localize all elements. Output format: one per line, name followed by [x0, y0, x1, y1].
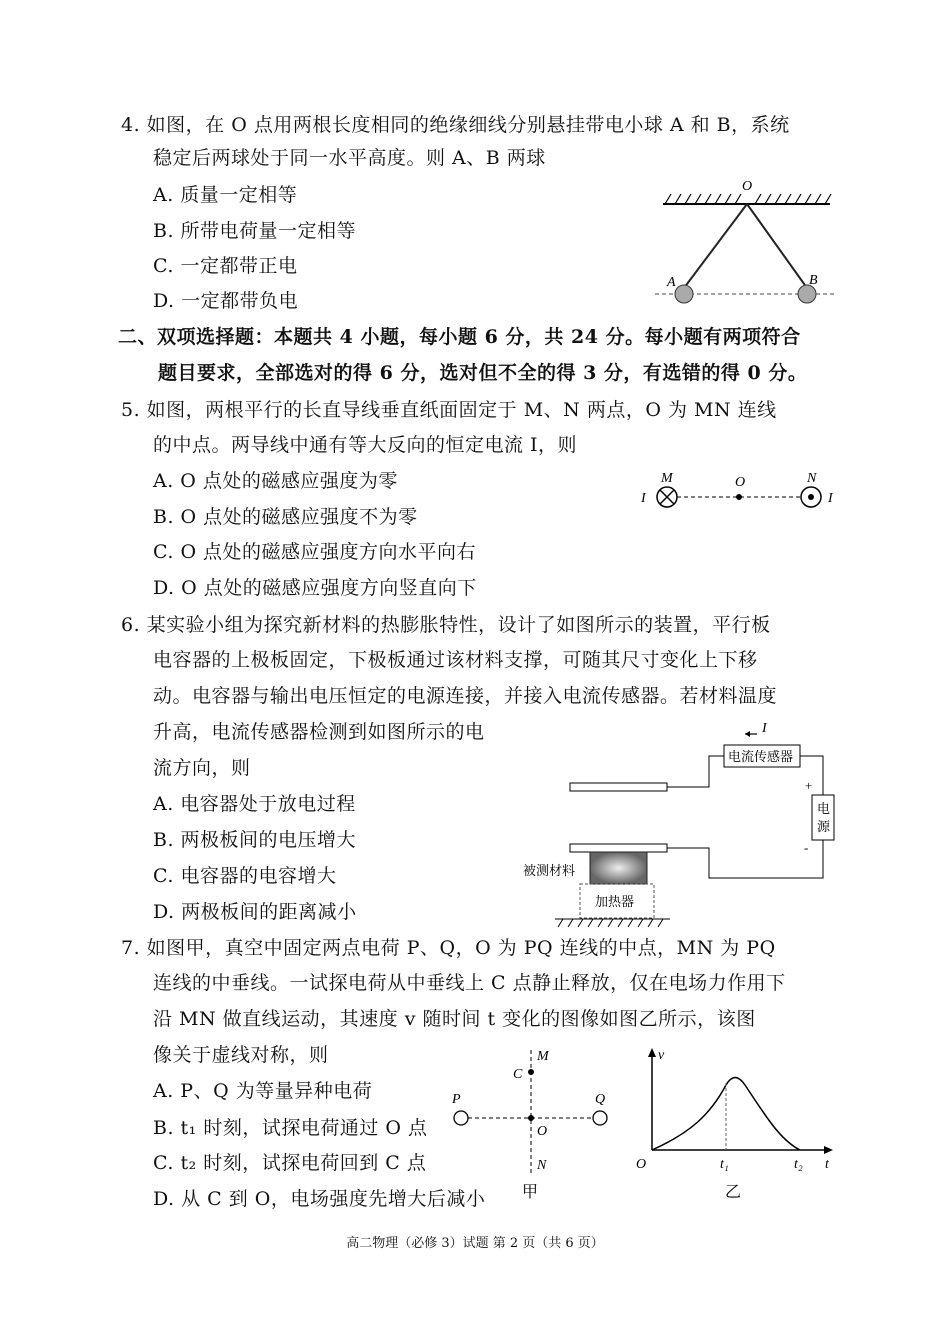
label-i-right: I	[828, 491, 833, 506]
q7-stem-1: 7. 如图甲，真空中固定两点电荷 P、Q，O 为 PQ 连线的中点，MN 为 PQ	[121, 937, 776, 959]
q7-option-d: D. 从 C 到 O，电场强度先增大后减小	[153, 1188, 486, 1210]
heater-label: 加热器	[595, 894, 635, 909]
q4-option-a: A. 质量一定相等	[153, 184, 298, 206]
q7-stem-4: 像关于虚线对称，则	[153, 1044, 329, 1066]
tick-t1: t₁	[720, 1157, 729, 1172]
q7-option-c: C. t₂ 时刻，试探电荷回到 C 点	[153, 1152, 427, 1174]
caption-yi: 乙	[725, 1184, 742, 1201]
q5-option-d: D. O 点处的磁感应强度方向竖直向下	[153, 577, 477, 599]
label-i-left: I	[641, 491, 646, 506]
q4-option-d: D. 一定都带负电	[153, 290, 299, 312]
label-n: N	[807, 471, 817, 486]
label-p: P	[452, 1092, 461, 1107]
q7-option-a: A. P、Q 为等量异种电荷	[153, 1080, 373, 1102]
q5-option-c: C. O 点处的磁感应强度方向水平向右	[153, 541, 477, 563]
sensor-label: 电流传感器	[728, 749, 794, 764]
plus-sign: +	[805, 778, 813, 793]
q7-figure-a	[440, 1045, 620, 1205]
label-o: O	[735, 475, 746, 490]
page-footer: 高二物理（必修 3）试题 第 2 页（共 6 页）	[346, 1236, 604, 1251]
q5-figure	[635, 465, 845, 515]
material-label: 被测材料	[523, 863, 576, 878]
q5-stem-1: 5. 如图，两根平行的长直导线垂直纸面固定于 M、N 两点，O 为 MN 连线	[121, 399, 777, 421]
q4-stem-1: 4. 如图，在 O 点用两根长度相同的绝缘细线分别悬挂带电小球 A 和 B，系统	[121, 114, 790, 136]
q4-stem-2: 稳定后两球处于同一水平高度。则 A、B 两球	[153, 147, 546, 169]
label-q: Q	[595, 1092, 606, 1107]
q6-stem-1: 6. 某实验小组为探究新材料的热膨胀特性，设计了如图所示的装置，平行板	[121, 614, 771, 636]
q7-option-b: B. t₁ 时刻，试探电荷通过 O 点	[153, 1117, 428, 1139]
label-o: O	[742, 179, 753, 194]
label-n: N	[537, 1158, 547, 1173]
q4-option-b: B. 所带电荷量一定相等	[153, 220, 357, 242]
q6-option-b: B. 两极板间的电压增大	[153, 829, 357, 851]
label-b: B	[809, 273, 818, 288]
q7-figure-b-velocity-graph	[630, 1045, 840, 1205]
label-c: C	[513, 1067, 523, 1082]
label-o: O	[537, 1124, 548, 1139]
q7-stem-2: 连线的中垂线。一试探电荷从中垂线上 C 点静止释放，仅在电场力作用下	[153, 972, 786, 994]
q7-stem-3: 沿 MN 做直线运动，其速度 v 随时间 t 变化的图像如图乙所示，该图	[153, 1008, 756, 1030]
q6-circuit-figure	[520, 720, 840, 930]
minus-sign: -	[804, 840, 809, 855]
q6-option-c: C. 电容器的电容增大	[153, 865, 337, 887]
q6-option-d: D. 两极板间的距离减小	[153, 901, 357, 923]
origin-o: O	[636, 1157, 647, 1172]
q4-figure	[655, 180, 835, 310]
q6-stem-2: 电容器的上极板固定，下极板通过该材料支撑，可随其尺寸变化上下移	[153, 649, 758, 671]
label-a: A	[667, 275, 676, 290]
caption-jia: 甲	[522, 1184, 539, 1201]
q5-option-a: A. O 点处的磁感应强度为零	[153, 470, 398, 492]
label-m: M	[537, 1049, 549, 1064]
label-i: I	[762, 721, 767, 736]
q5-option-b: B. O 点处的磁感应强度不为零	[153, 506, 418, 528]
source-label-1: 电	[817, 801, 831, 816]
section2-heading-1: 二、双项选择题：本题共 4 小题，每小题 6 分，共 24 分。每小题有两项符合	[118, 326, 801, 348]
source-label-2: 源	[817, 819, 831, 834]
q6-stem-5: 流方向，则	[153, 757, 251, 779]
q5-stem-2: 的中点。两导线中通有等大反向的恒定电流 I，则	[153, 434, 578, 456]
q6-option-a: A. 电容器处于放电过程	[153, 793, 356, 815]
q6-stem-4: 升高，电流传感器检测到如图所示的电	[153, 721, 485, 743]
label-m: M	[661, 471, 673, 486]
q6-stem-3: 动。电容器与输出电压恒定的电源连接，并接入电流传感器。若材料温度	[153, 685, 778, 707]
tick-t2: t₂	[794, 1157, 803, 1172]
axis-v: v	[658, 1048, 665, 1063]
axis-t: t	[825, 1157, 829, 1172]
q4-option-c: C. 一定都带正电	[153, 255, 298, 277]
section2-heading-2: 题目要求，全部选对的得 6 分，选对但不全的得 3 分，有选错的得 0 分。	[158, 362, 808, 384]
